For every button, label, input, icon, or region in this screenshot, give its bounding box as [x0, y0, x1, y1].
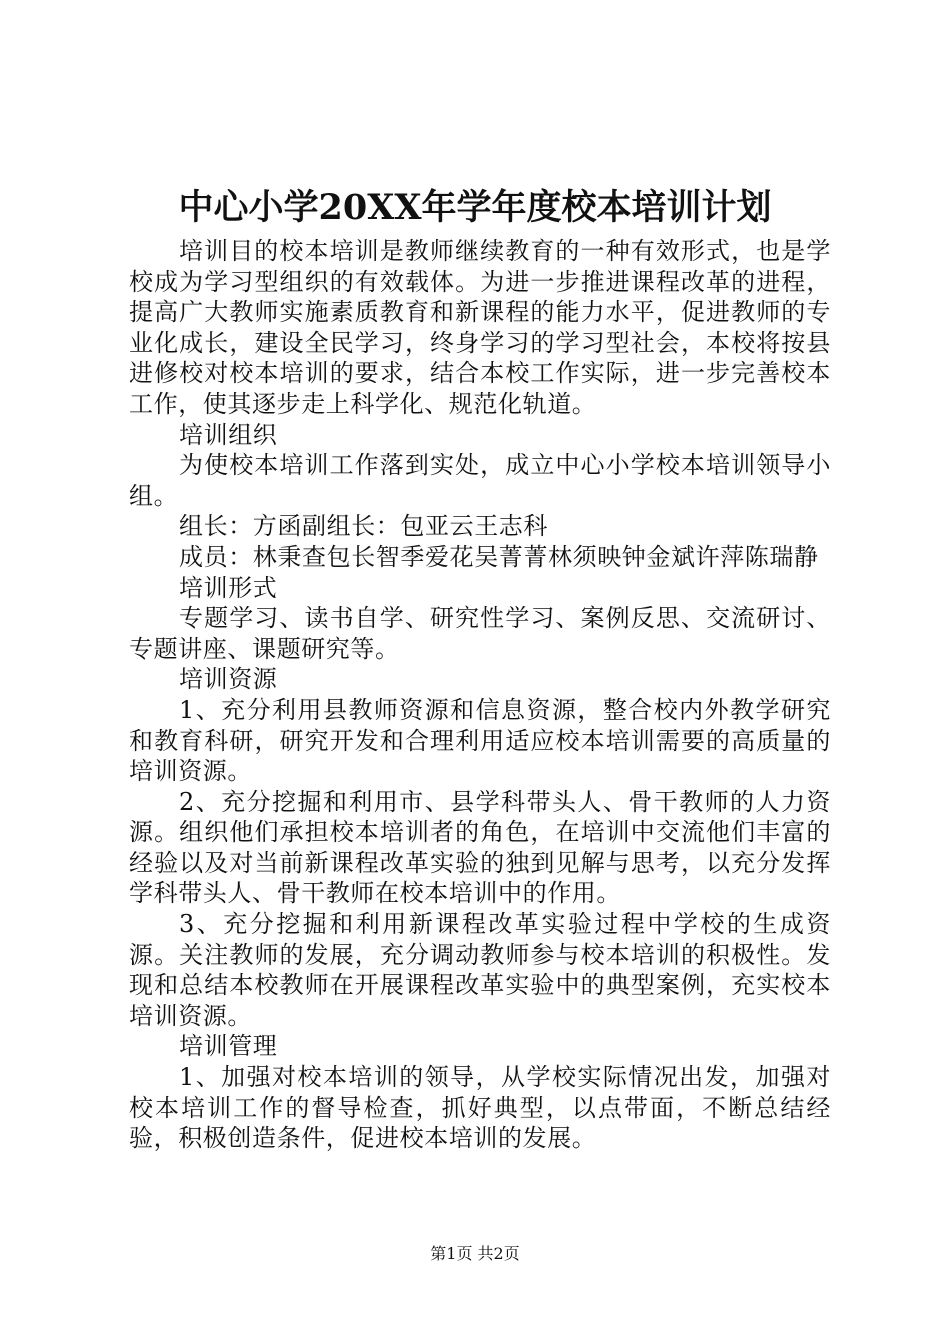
paragraph-management-1: 1、加强对校本培训的领导，从学校实际情况出发，加强对校本培训工作的督导检查，抓好典型，以点带面，不断总结经验，积极创造条件，促进校本培训的发展。	[129, 1063, 831, 1153]
document-title: 中心小学20XX年学年度校本培训计划	[178, 187, 772, 228]
paragraph-organization: 为使校本培训工作落到实处，成立中心小学校本培训领导小组。	[129, 451, 831, 510]
heading-format: 培训形式	[179, 573, 278, 602]
heading-management: 培训管理	[179, 1032, 278, 1061]
paragraph-members: 成员：林秉查包长智季爱花吴菁菁林须映钟金斌许萍陈瑞静	[179, 542, 819, 571]
paragraph-resource-3: 3、充分挖掘和利用新课程改革实验过程中学校的生成资源。关注教师的发展，充分调动教师参与校本培训的积极性。发现和总结本校教师在开展课程改革实验中的典型案例，充实校本培训资源。	[129, 910, 831, 1030]
document-body	[129, 236, 831, 1154]
page-number-footer: 第1页 共2页	[430, 1244, 520, 1263]
paragraph-format: 专题学习、读书自学、研究性学习、案例反思、交流研讨、专题讲座、课题研究等。	[129, 604, 831, 663]
paragraph-leaders: 组长：方函副组长：包亚云王志科	[179, 512, 548, 541]
heading-resources: 培训资源	[179, 665, 278, 694]
paragraph-resource-1: 1、充分利用县教师资源和信息资源，整合校内外教学研究和教育科研，研究开发和合理利用适应校本培训需要的高质量的培训资源。	[129, 695, 831, 786]
paragraph-resource-2: 2、充分挖掘和利用市、县学科带头人、骨干教师的人力资源。组织他们承担校本培训者的角色，在培训中交流他们丰富的经验以及对当前新课程改革实验的独到见解与思考，以充分发挥学科带头人、骨干教师在校本培训中的作用。	[129, 787, 831, 908]
paragraph-purpose: 培训目的校本培训是教师继续教育的一种有效形式，也是学校成为学习型组织的有效载体。为进一步推进课程改革的进程，提高广大教师实施素质教育和新课程的能力水平，促进教师的专业化成长，建设全民学习，终身学习的学习型社会，本校将按县进修校对校本培训的要求，结合本校工作实际，进一步完善校本工作，使其逐步走上科学化、规范化轨道。	[129, 237, 831, 418]
heading-organization: 培训组织	[179, 420, 278, 449]
